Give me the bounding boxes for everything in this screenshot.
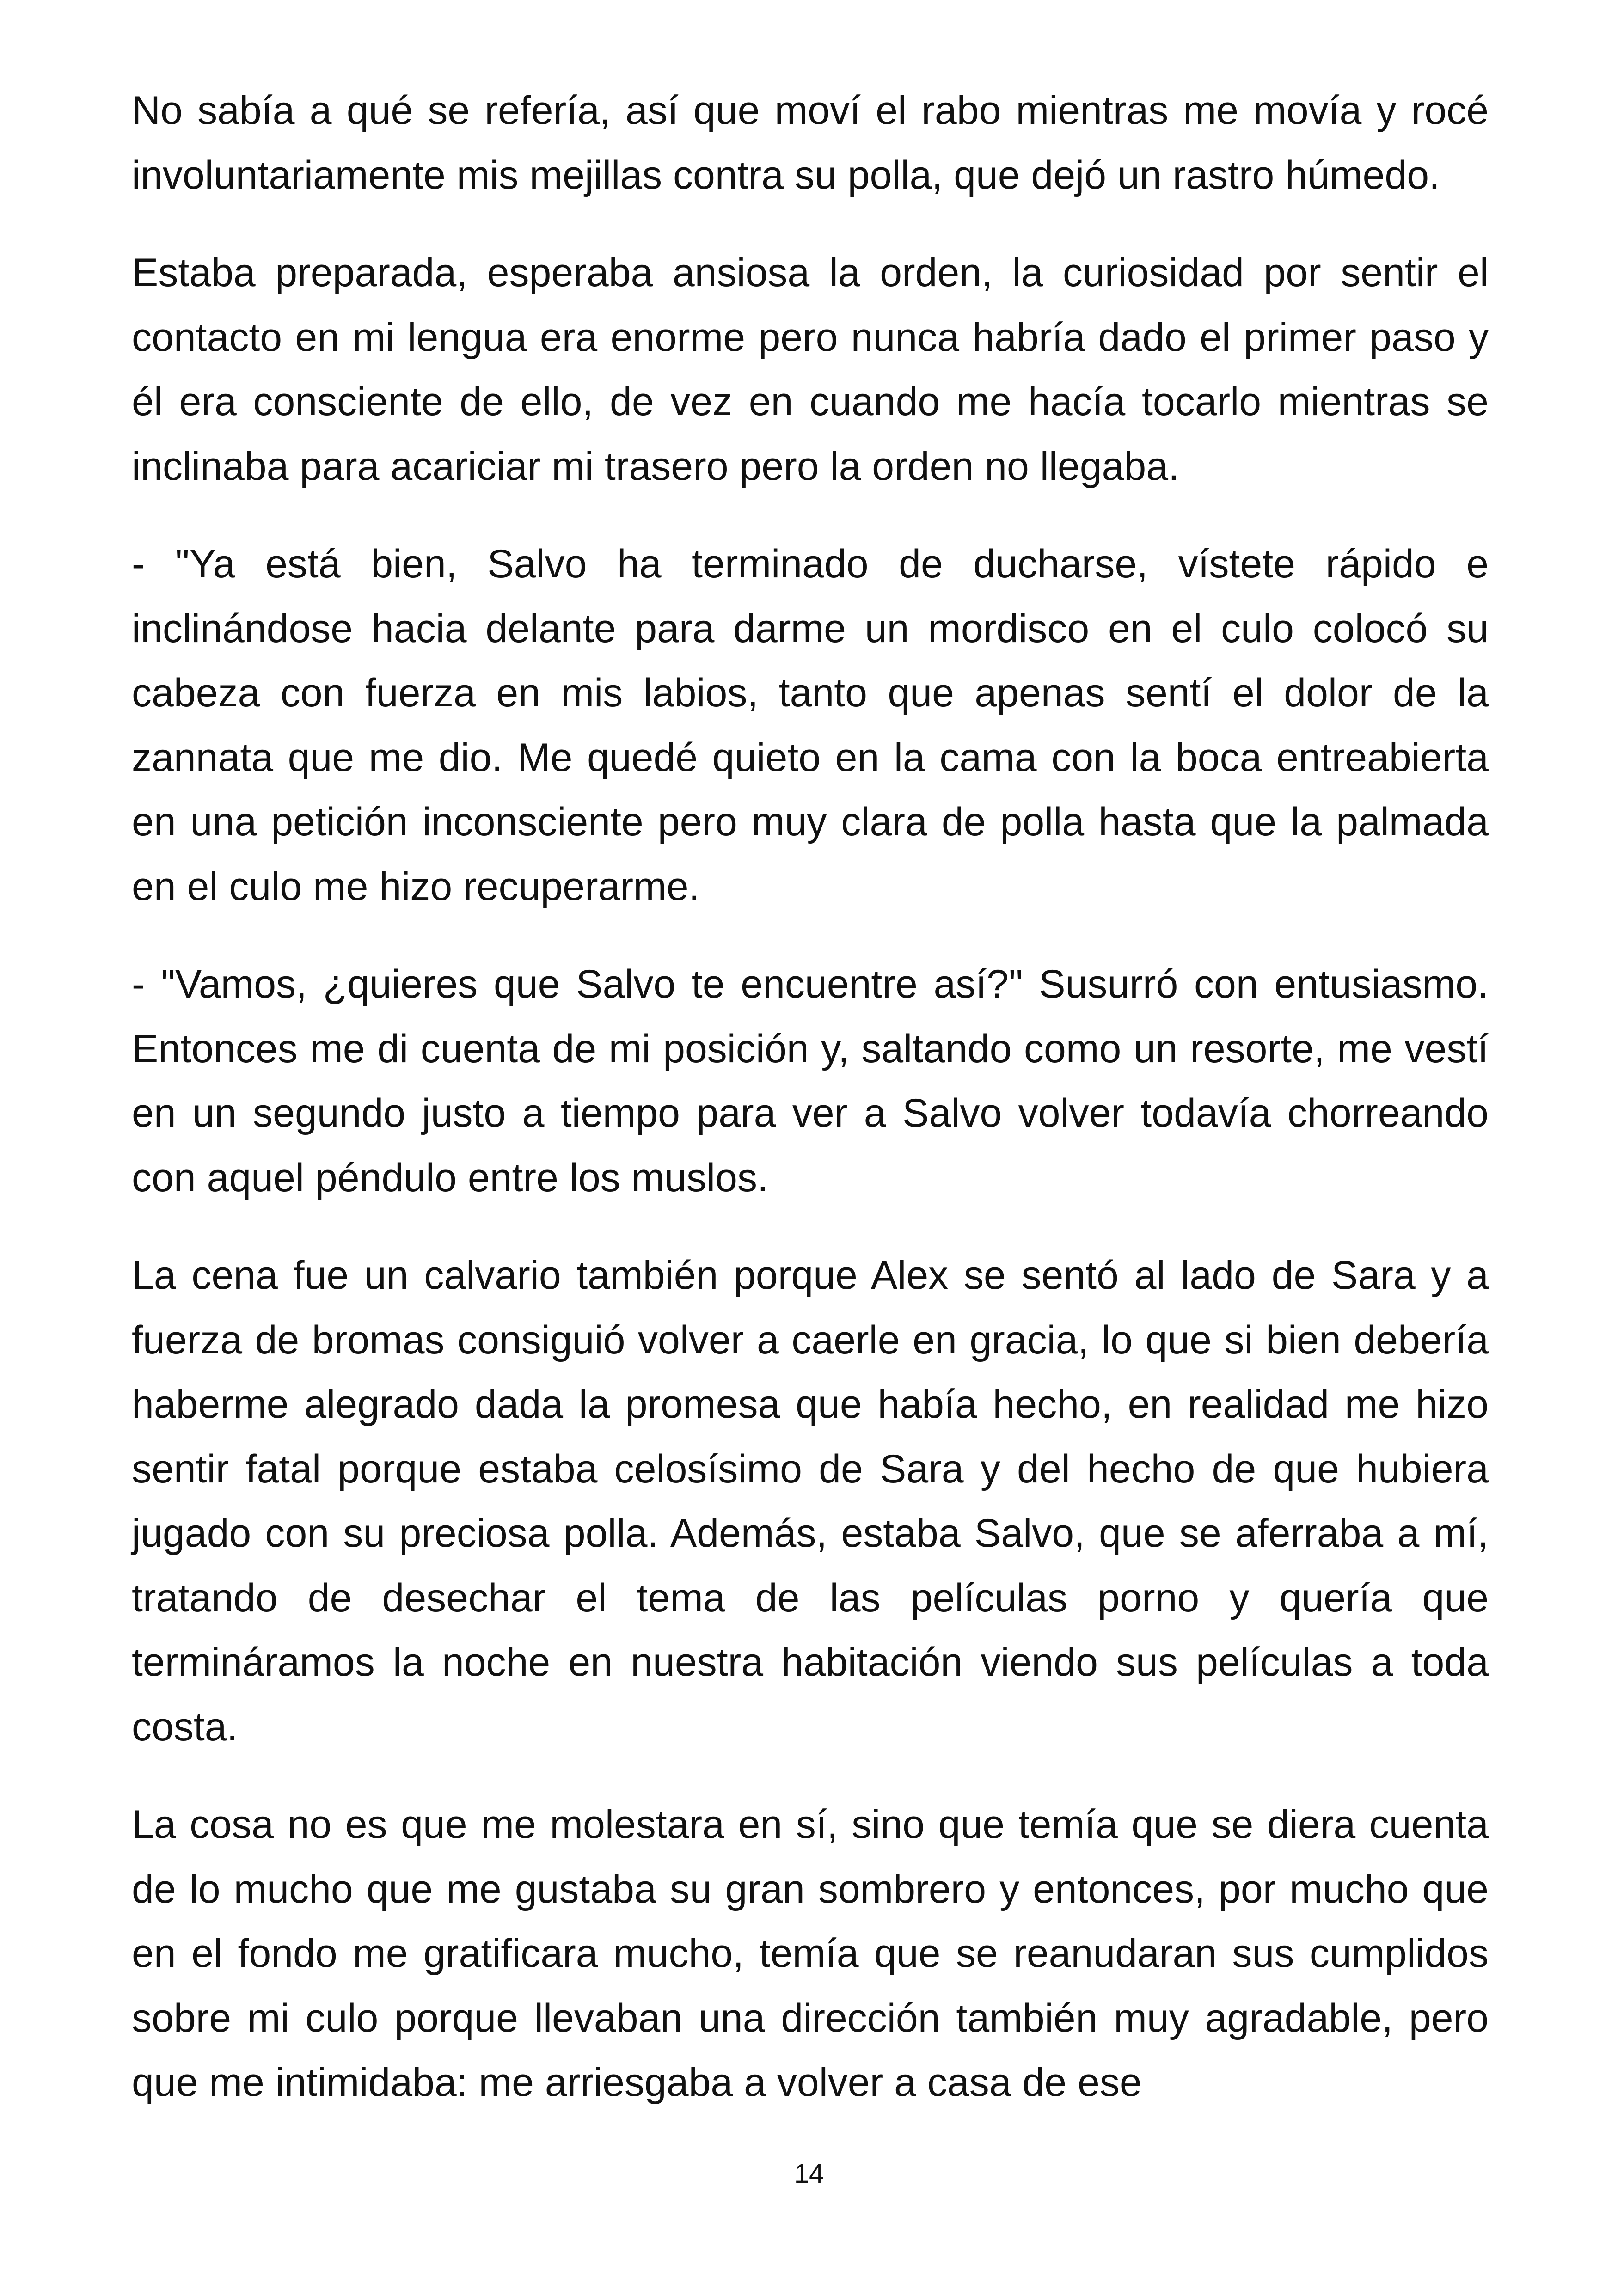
paragraph-1: No sabía a qué se refería, así que moví el rabo mientras me movía y rocé involuntariamente mis mejillas contra su polla, que dejó un rastro húmedo. — [132, 88, 1489, 197]
paragraph-6: La cosa no es que me molestara en sí, sino que temía que se diera cuenta de lo mucho que me gustaba su gran sombrero y entonces, por mucho que en el fondo me gratificara mucho, temía que se reanudaran sus cumplidos sobre mi culo porque llevaban una dirección también muy agradable, pero que me intimidaba: me arriesgaba a volver a casa de ese — [132, 1802, 1489, 2105]
paragraph-3: - "Ya está bien, Salvo ha terminado de ducharse, vístete rápido e inclinándose hacia delante para darme un mordisco en el culo colocó su cabeza con fuerza en mis labios, tanto que apenas sentí el dolor de la zannata que me dio. Me quedé quieto en la cama con la boca entreabierta en una petición inconsciente pero muy clara de polla hasta que la palmada en el culo me hizo recuperarme. — [132, 542, 1489, 909]
body-text — [132, 79, 1489, 2115]
paragraph-2: Estaba preparada, esperaba ansiosa la orden, la curiosidad por sentir el contacto en mi lengua era enorme pero nunca habría dado el primer paso y él era consciente de ello, de vez en cuando me hacía tocarlo mientras se inclinaba para acariciar mi trasero pero la orden no llegaba. — [132, 251, 1489, 489]
page-number: 14 — [794, 2159, 824, 2189]
paragraph-4: - "Vamos, ¿quieres que Salvo te encuentre así?" Susurró con entusiasmo. Entonces me di cuenta de mi posición y, saltando como un resorte, me vestí en un segundo justo a tiempo para ver a Salvo volver todavía chorreando con aquel péndulo entre los muslos. — [132, 962, 1489, 1200]
paragraph-5: La cena fue un calvario también porque Alex se sentó al lado de Sara y a fuerza de bromas consiguió volver a caerle en gracia, lo que si bien debería haberme alegrado dada la promesa que había hecho, en realidad me hizo sentir fatal porque estaba celosísimo de Sara y del hecho de que hubiera jugado con su preciosa polla. Además, estaba Salvo, que se aferraba a mí, tratando de desechar el tema de las películas porno y quería que termináramos la noche en nuestra habitación viendo sus películas a toda costa. — [132, 1253, 1489, 1749]
